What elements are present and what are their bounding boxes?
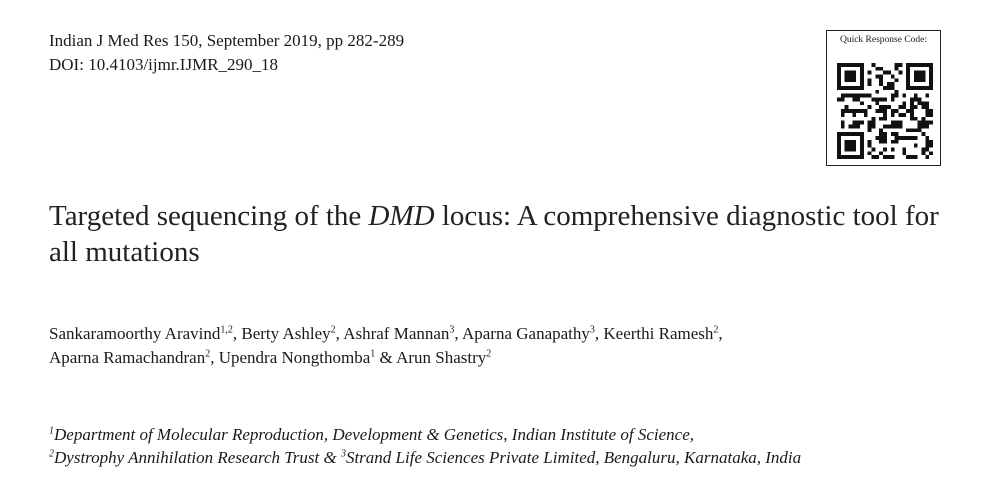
qr-code-box — [826, 30, 941, 166]
affiliations — [49, 423, 969, 469]
article-title — [49, 198, 949, 270]
author-name[interactable]: Berty Ashley$^2$ — [241, 324, 336, 343]
qr-code-icon[interactable] — [837, 63, 933, 159]
author-name[interactable]: Aparna Ramachandran$^2$ — [49, 348, 211, 367]
author-name[interactable]: Keerthi Ramesh$^2$ — [603, 324, 719, 343]
author-line-1: Sankaramoorthy Aravind$^{1,2}$, Berty Ashley$^2$, Ashraf Mannan$^3$, Aparna Ganapathy$^3$, Keerthi Ramesh$^2$, — [49, 324, 723, 343]
author-name[interactable]: Arun Shastry$^2$ — [396, 348, 492, 367]
title-gene-italic: DMD — [368, 200, 435, 232]
author-list — [49, 322, 949, 370]
doi-link[interactable]: DOI: 10.4103/ijmr.IJMR_290_18 — [49, 55, 279, 74]
author-line-2: Aparna Ramachandran$^2$, Upendra Nongthomba$^1$ & Arun Shastry$^2$ — [49, 348, 492, 367]
title-text-2: locus: A comprehensive diagnostic tool for all mutations — [49, 200, 939, 268]
journal-citation: Indian J Med Res 150, September 2019, pp 282-289 — [49, 31, 405, 50]
affiliation-line-1: $^1$Department of Molecular Reproduction, Development & Genetics, Indian Institute of Science, — [49, 425, 695, 444]
author-name[interactable]: Ashraf Mannan$^3$ — [343, 324, 455, 343]
qr-label: Quick Response Code: — [839, 35, 928, 45]
author-name[interactable]: Sankaramoorthy Aravind$^{1,2}$ — [49, 324, 233, 343]
citation-block — [49, 29, 404, 77]
title-text-1: Targeted sequencing of the — [49, 200, 369, 232]
affiliation-line-2: $^2$Dystrophy Annihilation Research Trust & $^3$Strand Life Sciences Private Limited, Bengaluru, Karnataka, India — [49, 448, 802, 467]
author-name[interactable]: Upendra Nongthomba$^1$ — [218, 348, 376, 367]
author-name[interactable]: Aparna Ganapathy$^3$ — [461, 324, 595, 343]
